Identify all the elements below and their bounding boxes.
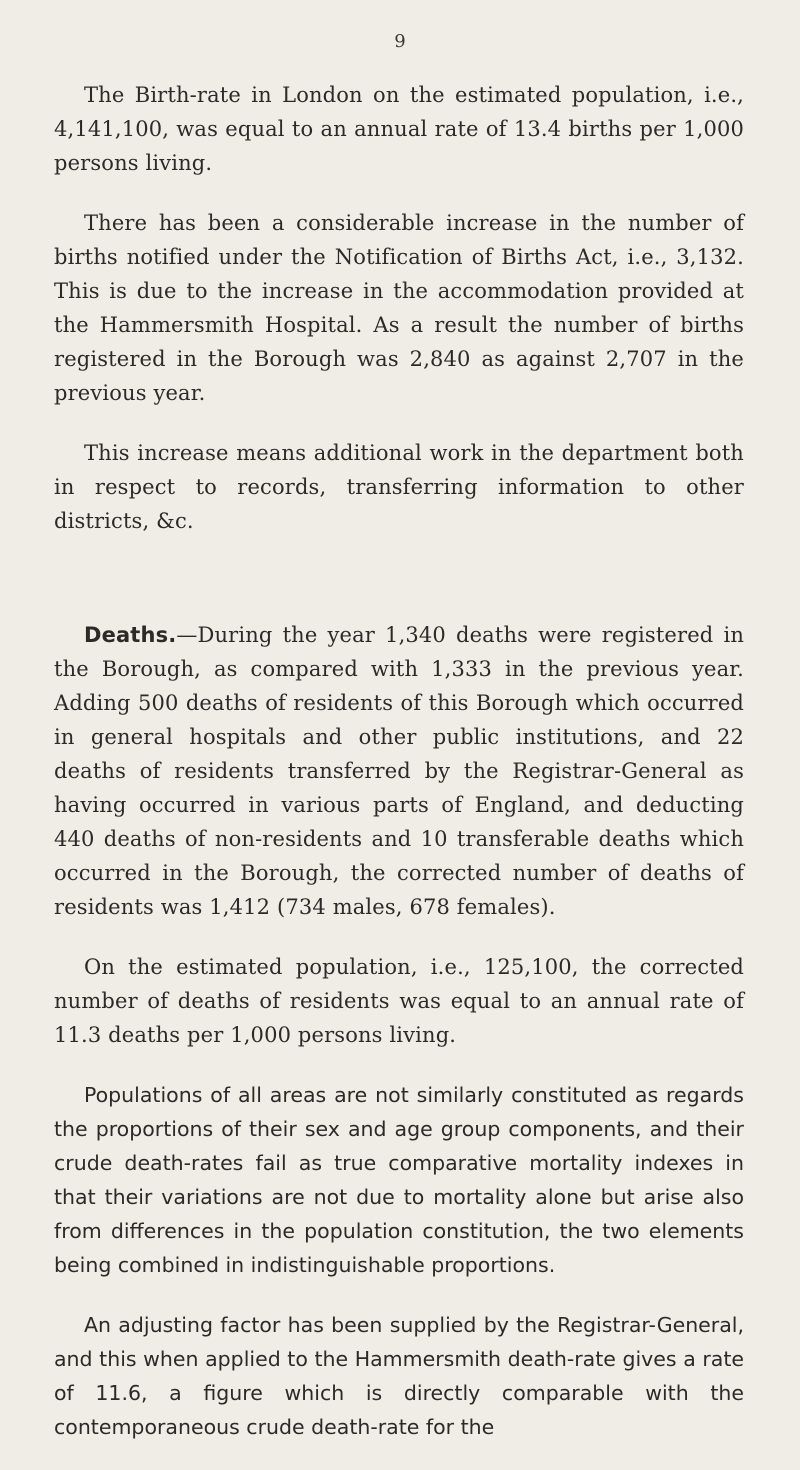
paragraph-adjusting-factor: An adjusting factor has been supplied by the Registrar-General, and this when applied to the Hammersmith death-rate gives a rate of 11.6, a figure which is directly comparable with the contemporaneous crude death-rate for the (54, 1313, 744, 1439)
deaths-heading: Deaths. (84, 623, 177, 647)
paragraph-additional-work: This increase means additional work in the department both in respect to records, transferring information to other districts, &c. (54, 441, 744, 533)
paragraph-birth-rate-london: The Birth-rate in London on the estimated population, i.e., 4,141,100, was equal to an annual rate of 13.4 births per 1,000 persons living. (54, 83, 744, 175)
paragraph-death-rate: On the estimated population, i.e., 125,100, the corrected number of deaths of residents was equal to an annual rate of 11.3 deaths per 1,000 persons living. (54, 955, 744, 1047)
paragraph-deaths (54, 618, 744, 924)
deaths-body: —During the year 1,340 deaths were registered in the Borough, as compared with 1,333 in the previous year. Adding 500 deaths of residents of this Borough which occurred in general hospitals and other public institutions, and 22 deaths of residents transferred by the Registrar-General as having occurred in various parts of England, and deducting 440 deaths of non-residents and 10 transferable deaths which occurred in the Borough, the corrected number of deaths of residents was 1,412 (734 males, 678 females). (54, 623, 744, 919)
page-number: 9 (394, 31, 406, 52)
paragraph-populations: Populations of all areas are not similarly constituted as regards the proportions of their sex and age group components, and their crude death-rates fail as true comparative mortality indexes in that their variations are not due to mortality alone but arise also from differences in the population constitution, the two elements being combined in indistinguishable proportions. (54, 1083, 744, 1277)
body-text (54, 78, 744, 1470)
section-spacer (54, 564, 744, 618)
paragraph-births-notified: There has been a considerable increase in the number of births notified under the Notification of Births Act, i.e., 3,132. This is due to the increase in the accommodation provided at the Hammersmith Hospital. As a result the number of births registered in the Borough was 2,840 as against 2,707 in the previous year. (54, 211, 744, 405)
